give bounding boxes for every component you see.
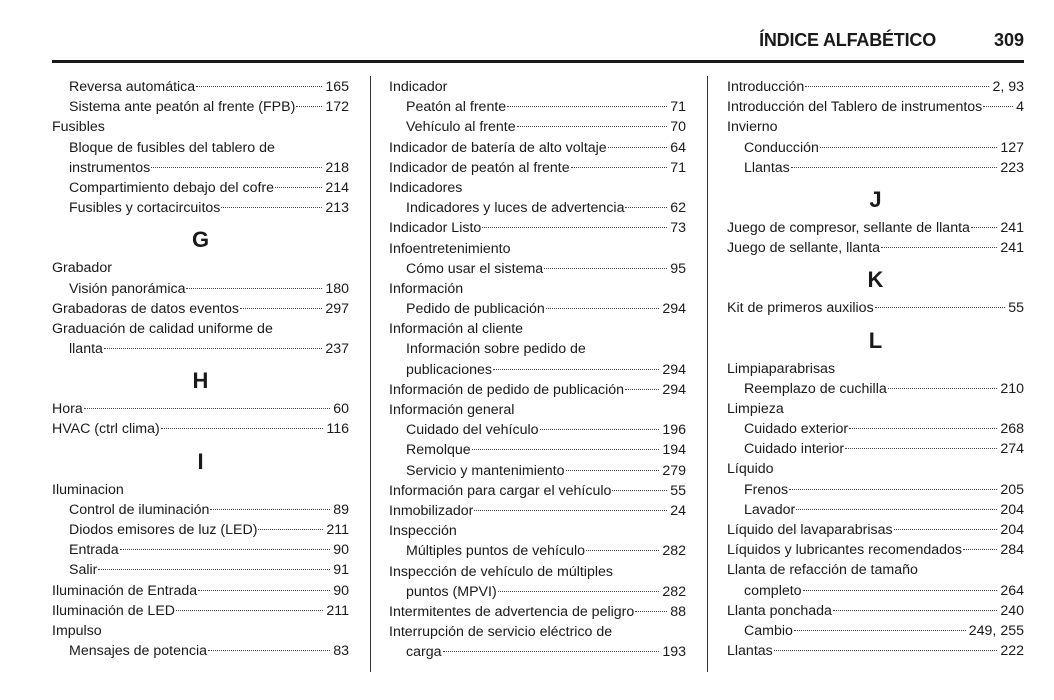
index-entry[interactable] <box>727 581 1024 601</box>
index-entry-page: 55 <box>670 482 686 499</box>
index-entry-page: 297 <box>325 300 349 317</box>
index-entry-page: 83 <box>333 643 349 660</box>
index-entry-label: Reemplazo de cuchilla <box>744 380 887 397</box>
dot-leader <box>625 389 659 390</box>
index-entry-page: 268 <box>1000 421 1024 438</box>
index-entry[interactable] <box>389 259 686 279</box>
dot-leader <box>849 428 997 429</box>
index-entry-label: Compartimiento debajo del cofre <box>69 179 275 196</box>
index-entry-page: 24 <box>670 502 686 519</box>
index-heading-label: Infoentretenimiento <box>389 240 511 257</box>
index-entry[interactable] <box>727 621 1024 641</box>
index-entry-label: Información para cargar el vehículo <box>389 482 612 499</box>
index-entry-page: 279 <box>662 462 686 479</box>
index-entry-page: 180 <box>325 280 349 297</box>
index-entry[interactable] <box>389 138 686 158</box>
index-heading-label: Indicadores <box>389 179 463 196</box>
index-heading <box>389 319 686 339</box>
index-heading <box>389 178 686 198</box>
index-heading <box>727 560 1024 580</box>
index-entry-page: 204 <box>1000 501 1024 518</box>
dot-leader <box>151 167 322 168</box>
dot-leader <box>196 86 322 87</box>
index-heading <box>389 622 686 642</box>
index-entry-label: Llantas <box>744 159 790 176</box>
index-entry[interactable] <box>389 642 686 662</box>
index-entry-label: Cómo usar el sistema <box>406 260 544 277</box>
page-header <box>52 28 1024 60</box>
dot-leader <box>983 106 1013 107</box>
dot-leader <box>796 509 997 510</box>
index-entry[interactable] <box>52 158 349 178</box>
index-entry-label: Sistema ante peatón al frente (FPB) <box>69 99 296 116</box>
index-entry[interactable] <box>727 158 1024 178</box>
index-entry[interactable] <box>52 279 349 299</box>
index-column-3 <box>727 77 1024 661</box>
dot-leader <box>258 529 323 530</box>
dot-leader <box>805 86 989 87</box>
index-entry-page: 294 <box>662 381 686 398</box>
index-entry-page: 241 <box>1000 219 1024 236</box>
dot-leader <box>625 207 667 208</box>
index-entry[interactable] <box>389 582 686 602</box>
section-letter: L <box>868 327 883 353</box>
index-entry[interactable] <box>727 218 1024 238</box>
index-heading-label: Llanta de refacción de tamaño <box>727 562 918 579</box>
index-entry-label: Grabadoras de datos eventos <box>52 300 239 317</box>
index-entry[interactable] <box>727 419 1024 439</box>
index-entry-label: Indicadores y luces de advertencia <box>406 200 625 217</box>
index-entry[interactable] <box>727 439 1024 459</box>
dot-leader <box>221 207 322 208</box>
index-entry-label: Hora <box>52 401 83 418</box>
index-entry-label: llanta <box>69 341 103 358</box>
index-heading <box>52 258 349 278</box>
index-entry[interactable] <box>727 138 1024 158</box>
dot-leader <box>774 650 998 651</box>
index-entry-page: 196 <box>662 422 686 439</box>
dot-leader <box>791 167 998 168</box>
index-entry-page: 214 <box>325 179 349 196</box>
dot-leader <box>296 106 322 107</box>
index-entry-page: 218 <box>325 159 349 176</box>
index-entry-label: Introducción del Tablero de instrumentos <box>727 99 983 116</box>
index-entry-page: 64 <box>670 139 686 156</box>
index-entry[interactable] <box>389 117 686 137</box>
index-entry[interactable] <box>389 481 686 501</box>
index-entry-page: 62 <box>670 200 686 217</box>
index-entry-page: 205 <box>1000 481 1024 498</box>
dot-leader <box>507 106 667 107</box>
index-entry[interactable] <box>52 540 349 560</box>
index-entry-page: 223 <box>1000 159 1024 176</box>
index-heading <box>389 339 686 359</box>
index-heading <box>389 279 686 299</box>
index-entry-label: Diodos emisores de luz (LED) <box>69 522 258 538</box>
index-entry-page: 211 <box>326 522 349 538</box>
index-heading <box>389 239 686 259</box>
section-letter: I <box>197 448 204 474</box>
dot-leader <box>517 126 668 127</box>
index-entry[interactable] <box>389 602 686 622</box>
index-entry-page: 240 <box>1000 602 1024 619</box>
page-number: 309 <box>993 30 1024 50</box>
index-entry-page: 91 <box>333 562 349 579</box>
index-entry-page: 213 <box>325 200 349 217</box>
index-heading-label: Interrupción de servicio eléctrico de <box>389 624 613 641</box>
index-heading <box>727 459 1024 479</box>
index-entry-page: 71 <box>670 159 686 176</box>
index-entry-label: Iluminación de Entrada <box>52 582 198 599</box>
index-entry-page: 71 <box>670 99 686 116</box>
index-entry-label: Múltiples puntos de vehículo <box>406 543 586 560</box>
index-entry-label: Pedido de publicación <box>406 301 545 318</box>
index-entry[interactable] <box>52 520 349 540</box>
index-entry[interactable] <box>389 360 686 380</box>
index-entry-label: Lavador <box>744 501 796 518</box>
index-entry-label: puntos (MPVI) <box>406 583 497 600</box>
dot-leader <box>210 509 330 510</box>
index-entry[interactable] <box>389 461 686 481</box>
index-entry-page: 4 <box>1016 99 1024 116</box>
index-heading-label: Indicador <box>389 79 448 95</box>
index-entry-label: instrumentos <box>69 159 151 176</box>
index-entry[interactable] <box>389 440 686 460</box>
index-entry-page: 89 <box>333 501 349 518</box>
index-entry-page: 90 <box>333 582 349 599</box>
index-heading-label: Bloque de fusibles del tablero de <box>69 139 275 156</box>
dot-leader <box>482 227 667 228</box>
index-entry-label: Iluminación de LED <box>52 602 176 619</box>
index-entry-label: Introducción <box>727 79 805 95</box>
dot-leader <box>161 428 324 429</box>
index-entry-label: Inmobilizador <box>389 502 474 519</box>
index-entry-label: Indicador de peatón al frente <box>389 159 570 176</box>
dot-leader <box>566 470 660 471</box>
index-heading-label: Inspección de vehículo de múltiples <box>389 563 613 580</box>
index-entry[interactable] <box>389 299 686 319</box>
index-entry[interactable] <box>52 299 349 319</box>
index-entry[interactable] <box>389 420 686 440</box>
index-entry-label: Kit de primeros auxilios <box>727 300 874 317</box>
index-heading <box>52 621 349 641</box>
index-entry[interactable] <box>52 500 349 520</box>
index-entry-page: 55 <box>1008 300 1024 317</box>
index-entry[interactable] <box>389 198 686 218</box>
dot-leader <box>120 549 331 550</box>
dot-leader <box>571 167 668 168</box>
index-entry-label: Juego de compresor, sellante de llanta <box>727 219 970 236</box>
index-entry[interactable] <box>389 380 686 400</box>
index-entry[interactable] <box>727 540 1024 560</box>
index-heading-label: Invierno <box>727 119 778 136</box>
index-entry[interactable] <box>727 379 1024 399</box>
index-entry-page: 60 <box>333 401 349 418</box>
index-entry[interactable] <box>727 500 1024 520</box>
index-entry-page: 284 <box>1000 542 1024 559</box>
index-entry[interactable] <box>389 158 686 178</box>
index-entry-page: 264 <box>1000 582 1024 599</box>
dot-leader <box>493 369 659 370</box>
index-heading <box>727 359 1024 379</box>
index-entry[interactable] <box>52 339 349 359</box>
dot-leader <box>881 247 997 248</box>
index-heading-label: Impulso <box>52 622 102 639</box>
dot-leader <box>833 610 997 611</box>
index-heading-label: Limpiaparabrisas <box>727 360 836 377</box>
dot-leader <box>888 388 998 389</box>
index-entry-page: 2, 93 <box>992 79 1024 95</box>
index-entry[interactable] <box>52 97 349 117</box>
index-entry-label: Líquido del lavaparabrisas <box>727 522 893 538</box>
dot-leader <box>208 650 330 651</box>
index-heading-label: Información general <box>389 402 515 418</box>
index-entry[interactable] <box>727 238 1024 258</box>
index-entry[interactable] <box>389 501 686 521</box>
index-entry-label: Mensajes de potencia <box>69 643 208 660</box>
dot-leader <box>612 490 667 491</box>
index-entry-page: 204 <box>1000 522 1024 538</box>
dot-leader <box>608 147 668 148</box>
index-heading <box>727 399 1024 419</box>
dot-leader <box>498 591 660 592</box>
index-entry-label: Líquidos y lubricantes recomendados <box>727 542 963 559</box>
index-entry[interactable] <box>52 198 349 218</box>
index-column-1 <box>52 77 349 661</box>
index-entry-label: Llanta ponchada <box>727 602 832 619</box>
index-entry-label: Cambio <box>744 622 793 639</box>
page-title: ÍNDICE ALFABÉTICO <box>759 30 936 50</box>
index-entry-page: 249, 255 <box>968 622 1024 639</box>
index-entry-label: Peatón al frente <box>406 99 507 116</box>
dot-leader <box>971 227 997 228</box>
index-entry-label: Fusibles y cortacircuitos <box>69 200 221 217</box>
index-entry-page: 127 <box>1000 139 1024 156</box>
index-entry[interactable] <box>727 298 1024 318</box>
index-heading <box>389 400 686 420</box>
index-entry-label: Indicador de batería de alto voltaje <box>389 139 607 156</box>
index-entry[interactable] <box>727 601 1024 621</box>
index-entry-page: 282 <box>662 583 686 600</box>
dot-leader <box>98 569 330 570</box>
index-entry-label: Cuidado del vehículo <box>406 422 539 439</box>
index-entry[interactable] <box>389 97 686 117</box>
index-heading <box>727 117 1024 137</box>
index-entry[interactable] <box>727 97 1024 117</box>
dot-leader <box>875 307 1006 308</box>
index-entry-label: Remolque <box>406 442 471 459</box>
dot-leader <box>186 288 322 289</box>
index-entry-page: 193 <box>662 644 686 661</box>
index-entry-label: publicaciones <box>406 361 492 378</box>
index-entry-label: Control de iluminación <box>69 501 210 518</box>
index-entry[interactable] <box>52 641 349 661</box>
index-heading-label: Graduación de calidad uniforme de <box>52 320 273 337</box>
index-entry-label: Entrada <box>69 542 119 559</box>
dot-leader <box>176 610 323 611</box>
index-entry-label: Salir <box>69 562 98 579</box>
dot-leader <box>198 590 330 591</box>
dot-leader <box>474 510 667 511</box>
index-entry[interactable] <box>727 520 1024 540</box>
index-entry-page: 211 <box>326 602 349 619</box>
section-letter: G <box>191 227 210 253</box>
index-entry-label: carga <box>406 644 442 661</box>
dot-leader <box>894 529 998 530</box>
index-heading-label: Información <box>389 280 464 297</box>
index-entry-label: Frenos <box>744 481 789 498</box>
index-heading <box>52 138 349 158</box>
index-entry-page: 210 <box>1000 380 1024 397</box>
index-entry[interactable] <box>52 419 349 439</box>
index-entry[interactable] <box>727 480 1024 500</box>
dot-leader <box>104 348 322 349</box>
index-entry-page: 172 <box>325 99 349 116</box>
index-entry-page: 165 <box>325 79 349 95</box>
index-heading-label: Líquido <box>727 461 774 478</box>
dot-leader <box>84 408 330 409</box>
dot-leader <box>963 549 997 550</box>
dot-leader <box>803 590 998 591</box>
index-entry-page: 70 <box>670 119 686 136</box>
dot-leader <box>789 489 997 490</box>
dot-leader <box>586 550 659 551</box>
column-divider <box>370 76 371 672</box>
index-entry[interactable] <box>52 560 349 580</box>
index-entry[interactable] <box>389 541 686 561</box>
index-entry-label: Indicador Listo <box>389 220 482 237</box>
index-entry-page: 222 <box>1000 643 1024 660</box>
dot-leader <box>443 651 660 652</box>
index-entry-page: 274 <box>1000 441 1024 458</box>
section-letter: J <box>869 186 882 212</box>
index-entry-label: completo <box>744 582 802 599</box>
index-entry-page: 90 <box>333 542 349 559</box>
index-heading-label: Inspección <box>389 523 457 540</box>
index-entry[interactable] <box>52 77 349 97</box>
dot-leader <box>820 147 997 148</box>
index-entry-label: Cuidado exterior <box>744 421 849 438</box>
index-entry-label: Información de pedido de publicación <box>389 381 625 398</box>
index-entry[interactable] <box>52 399 349 419</box>
index-entry-label: Visión panorámica <box>69 280 186 297</box>
index-entry-label: Servicio y mantenimiento <box>406 462 565 479</box>
column-divider <box>707 76 708 672</box>
index-heading <box>389 77 686 97</box>
index-heading <box>52 480 349 500</box>
index-entry-page: 95 <box>670 260 686 277</box>
dot-leader <box>540 429 660 430</box>
index-entry[interactable] <box>52 601 349 621</box>
index-heading <box>389 521 686 541</box>
index-entry-label: Conducción <box>744 139 819 156</box>
dot-leader <box>546 308 660 309</box>
index-entry-label: Intermitentes de advertencia de peligro <box>389 603 635 620</box>
dot-leader <box>635 611 667 612</box>
index-entry-page: 73 <box>670 220 686 237</box>
dot-leader <box>544 268 667 269</box>
index-entry-label: HVAC (ctrl clima) <box>52 421 160 438</box>
index-entry-page: 241 <box>1000 240 1024 257</box>
index-entry-page: 88 <box>670 603 686 620</box>
index-entry-page: 282 <box>662 543 686 560</box>
dot-leader <box>794 630 966 631</box>
index-entry-label: Llantas <box>727 643 773 660</box>
index-entry[interactable] <box>389 218 686 238</box>
index-entry-page: 294 <box>662 361 686 378</box>
index-heading-label: Información sobre pedido de <box>406 341 586 358</box>
index-entry-page: 194 <box>662 442 686 459</box>
index-entry[interactable] <box>727 641 1024 661</box>
dot-leader <box>845 448 997 449</box>
index-heading <box>52 319 349 339</box>
index-entry-page: 294 <box>662 301 686 318</box>
index-entry-label: Vehículo al frente <box>406 119 516 136</box>
index-column-2 <box>389 77 686 662</box>
index-heading-label: Información al cliente <box>389 321 524 338</box>
index-heading <box>389 562 686 582</box>
index-entry-page: 116 <box>326 421 349 438</box>
section-letter: K <box>867 267 884 293</box>
index-entry-label: Juego de sellante, llanta <box>727 240 881 257</box>
index-heading-label: Limpieza <box>727 400 784 417</box>
section-letter: H <box>192 368 209 394</box>
index-heading-label: Iluminacion <box>52 481 124 498</box>
dot-leader <box>472 449 660 450</box>
index-heading <box>52 117 349 137</box>
dot-leader <box>240 308 322 309</box>
index-entry-page: 237 <box>325 341 349 358</box>
dot-leader <box>275 187 322 188</box>
index-entry[interactable] <box>52 581 349 601</box>
index-heading-label: Fusibles <box>52 119 105 136</box>
index-entry[interactable] <box>52 178 349 198</box>
index-heading-label: Grabador <box>52 260 112 277</box>
index-entry-label: Cuidado interior <box>744 441 845 458</box>
index-entry-label: Reversa automática <box>69 79 196 95</box>
index-entry[interactable] <box>727 77 1024 97</box>
header-rule <box>52 60 1024 63</box>
